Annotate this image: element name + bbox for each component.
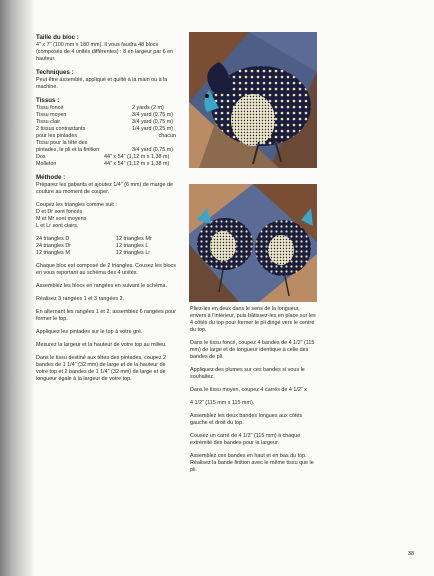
method-paragraph: Chaque bloc est composé de 2 triangles. Cousez les blocs en vous reportant au schéma des 4 unités. — [36, 263, 176, 276]
fabric-row: Tissu foncé 2 yards (2 m) — [36, 105, 164, 111]
finishing-paragraph: Dans le tissu foncé, coupez 4 bandes de 4 1/2" (115 mm) de large et de longueur identique à celle des bandes de pli. — [190, 340, 315, 360]
fabrics-list — [36, 105, 176, 168]
method-paragraph: Réalisez 3 rangées 1 et 3 rangées 2. — [36, 296, 125, 302]
fabrics-heading: Tissus : — [36, 97, 60, 104]
book-spine-shadow — [0, 0, 34, 576]
fabric-row: Tissu moyen 3/4 yard (0,75 m) — [36, 112, 174, 118]
fabric-row: pintades, le pli et la finition 3/4 yard (0,75 m) — [36, 147, 174, 153]
left-column — [36, 34, 176, 389]
triangle-row: 24 triangles Dr 12 triangles L — [36, 243, 149, 249]
method-heading: Méthode : — [36, 174, 66, 181]
method-paragraph: En alternant les rangées 1 et 2, assemblez 6 rangées pour former le top. — [36, 309, 176, 322]
legend-line: L et Lr sont clairs. — [36, 223, 79, 229]
quilt-photo-two-guinea-fowls — [189, 184, 317, 302]
fabric-row: Tissu clair 3/4 yard (0,75 m) — [36, 119, 174, 125]
finishing-paragraph: Assemblez les deux bandes longues aux côtés gauche et droit du top. — [190, 413, 303, 426]
fabric-row: 2 tissus contrastants 1/4 yard (0,25 m) — [36, 126, 174, 132]
techniques-heading: Techniques : — [36, 69, 74, 76]
fabric-row: Dos 44" x 54" (1,12 m x 1,38 m) — [36, 154, 170, 160]
legend-line: M et Mr sont moyens — [36, 216, 87, 222]
block-size-text: 4" x 7" (100 mm x 180 mm). Il vous faudra 48 blocs (composés de 4 unités différentes) : 8 en largeur par 6 en hauteur. — [36, 42, 174, 62]
fabric-row: Molleton 44" x 54" (1,12 m x 1,38 m) — [36, 161, 170, 167]
method-paragraph: Assemblez les blocs en rangées en suivant le schéma. — [36, 283, 167, 289]
triangle-row: 12 triangles M 12 triangles Lr — [36, 250, 151, 256]
finishing-paragraph: 4 1/2" (115 mm x 115 mm). — [190, 400, 255, 406]
cut-intro: Coupez les triangles comme suit : — [36, 202, 117, 208]
techniques-text: Peut être assemblé, appliqué et quilté à la main ou à la machine. — [36, 77, 168, 90]
triangle-counts — [36, 236, 176, 257]
method-intro: Préparez les gabarits et ajoutez 1/4" (6 mm) de marge de couture au moment de couper. — [36, 182, 174, 195]
right-column — [190, 306, 316, 480]
method-paragraph: Mesurez la largeur et la hauteur de votre top au milieu. — [36, 342, 167, 348]
finishing-paragraph: Appliquez des plumes sur ces bandes si vous le souhaitez. — [190, 367, 305, 380]
triangle-row: 24 triangles D 12 triangles Mr — [36, 236, 152, 242]
page-number: 38 — [408, 551, 414, 557]
finishing-paragraph: Dans le tissu moyen, coupez 4 carrés de 4 1/2" x — [190, 387, 307, 393]
fabric-row: pour les pintades chacun — [36, 133, 176, 139]
legend-line: D et Dr sont foncés — [36, 209, 83, 215]
method-paragraph: Appliquez les pintades sur le top à votre gré. — [36, 329, 143, 335]
fabric-row: Tissu pour la tête des — [36, 140, 88, 146]
block-size-heading: Taille du bloc : — [36, 34, 79, 41]
guinea-fowls-quilt-image — [189, 184, 317, 302]
cut-instructions — [36, 202, 176, 230]
finishing-paragraph: Cousez un carré de 4 1/2" (115 mm) à chaque extrémité des bandes pour la largeur. — [190, 433, 301, 446]
guinea-fowl-quilt-image — [189, 32, 317, 168]
quilt-photo-single-guinea-fowl — [189, 32, 317, 168]
finishing-paragraph: Pliez-les en deux dans le sens de la longueur, envers à l'intérieur, puis bâtissez-les en place sur les 4 côtés du top pour former le pli dirigé vers le centre du top. — [190, 306, 316, 333]
method-paragraph: Dans le tissu destiné aux têtes des pintades, coupez 2 bandes de 1 1/4" (32 mm) de large et de la hauteur de votre top et 2 bandes de 1 1/4" (32 mm) de large et de longueur égale à la largeur de votre top. — [36, 355, 167, 382]
finishing-paragraph: Assemblez ces bandes en haut et en bas du top. Réalisez la bande finition avec le même tissu que le pli. — [190, 453, 314, 473]
